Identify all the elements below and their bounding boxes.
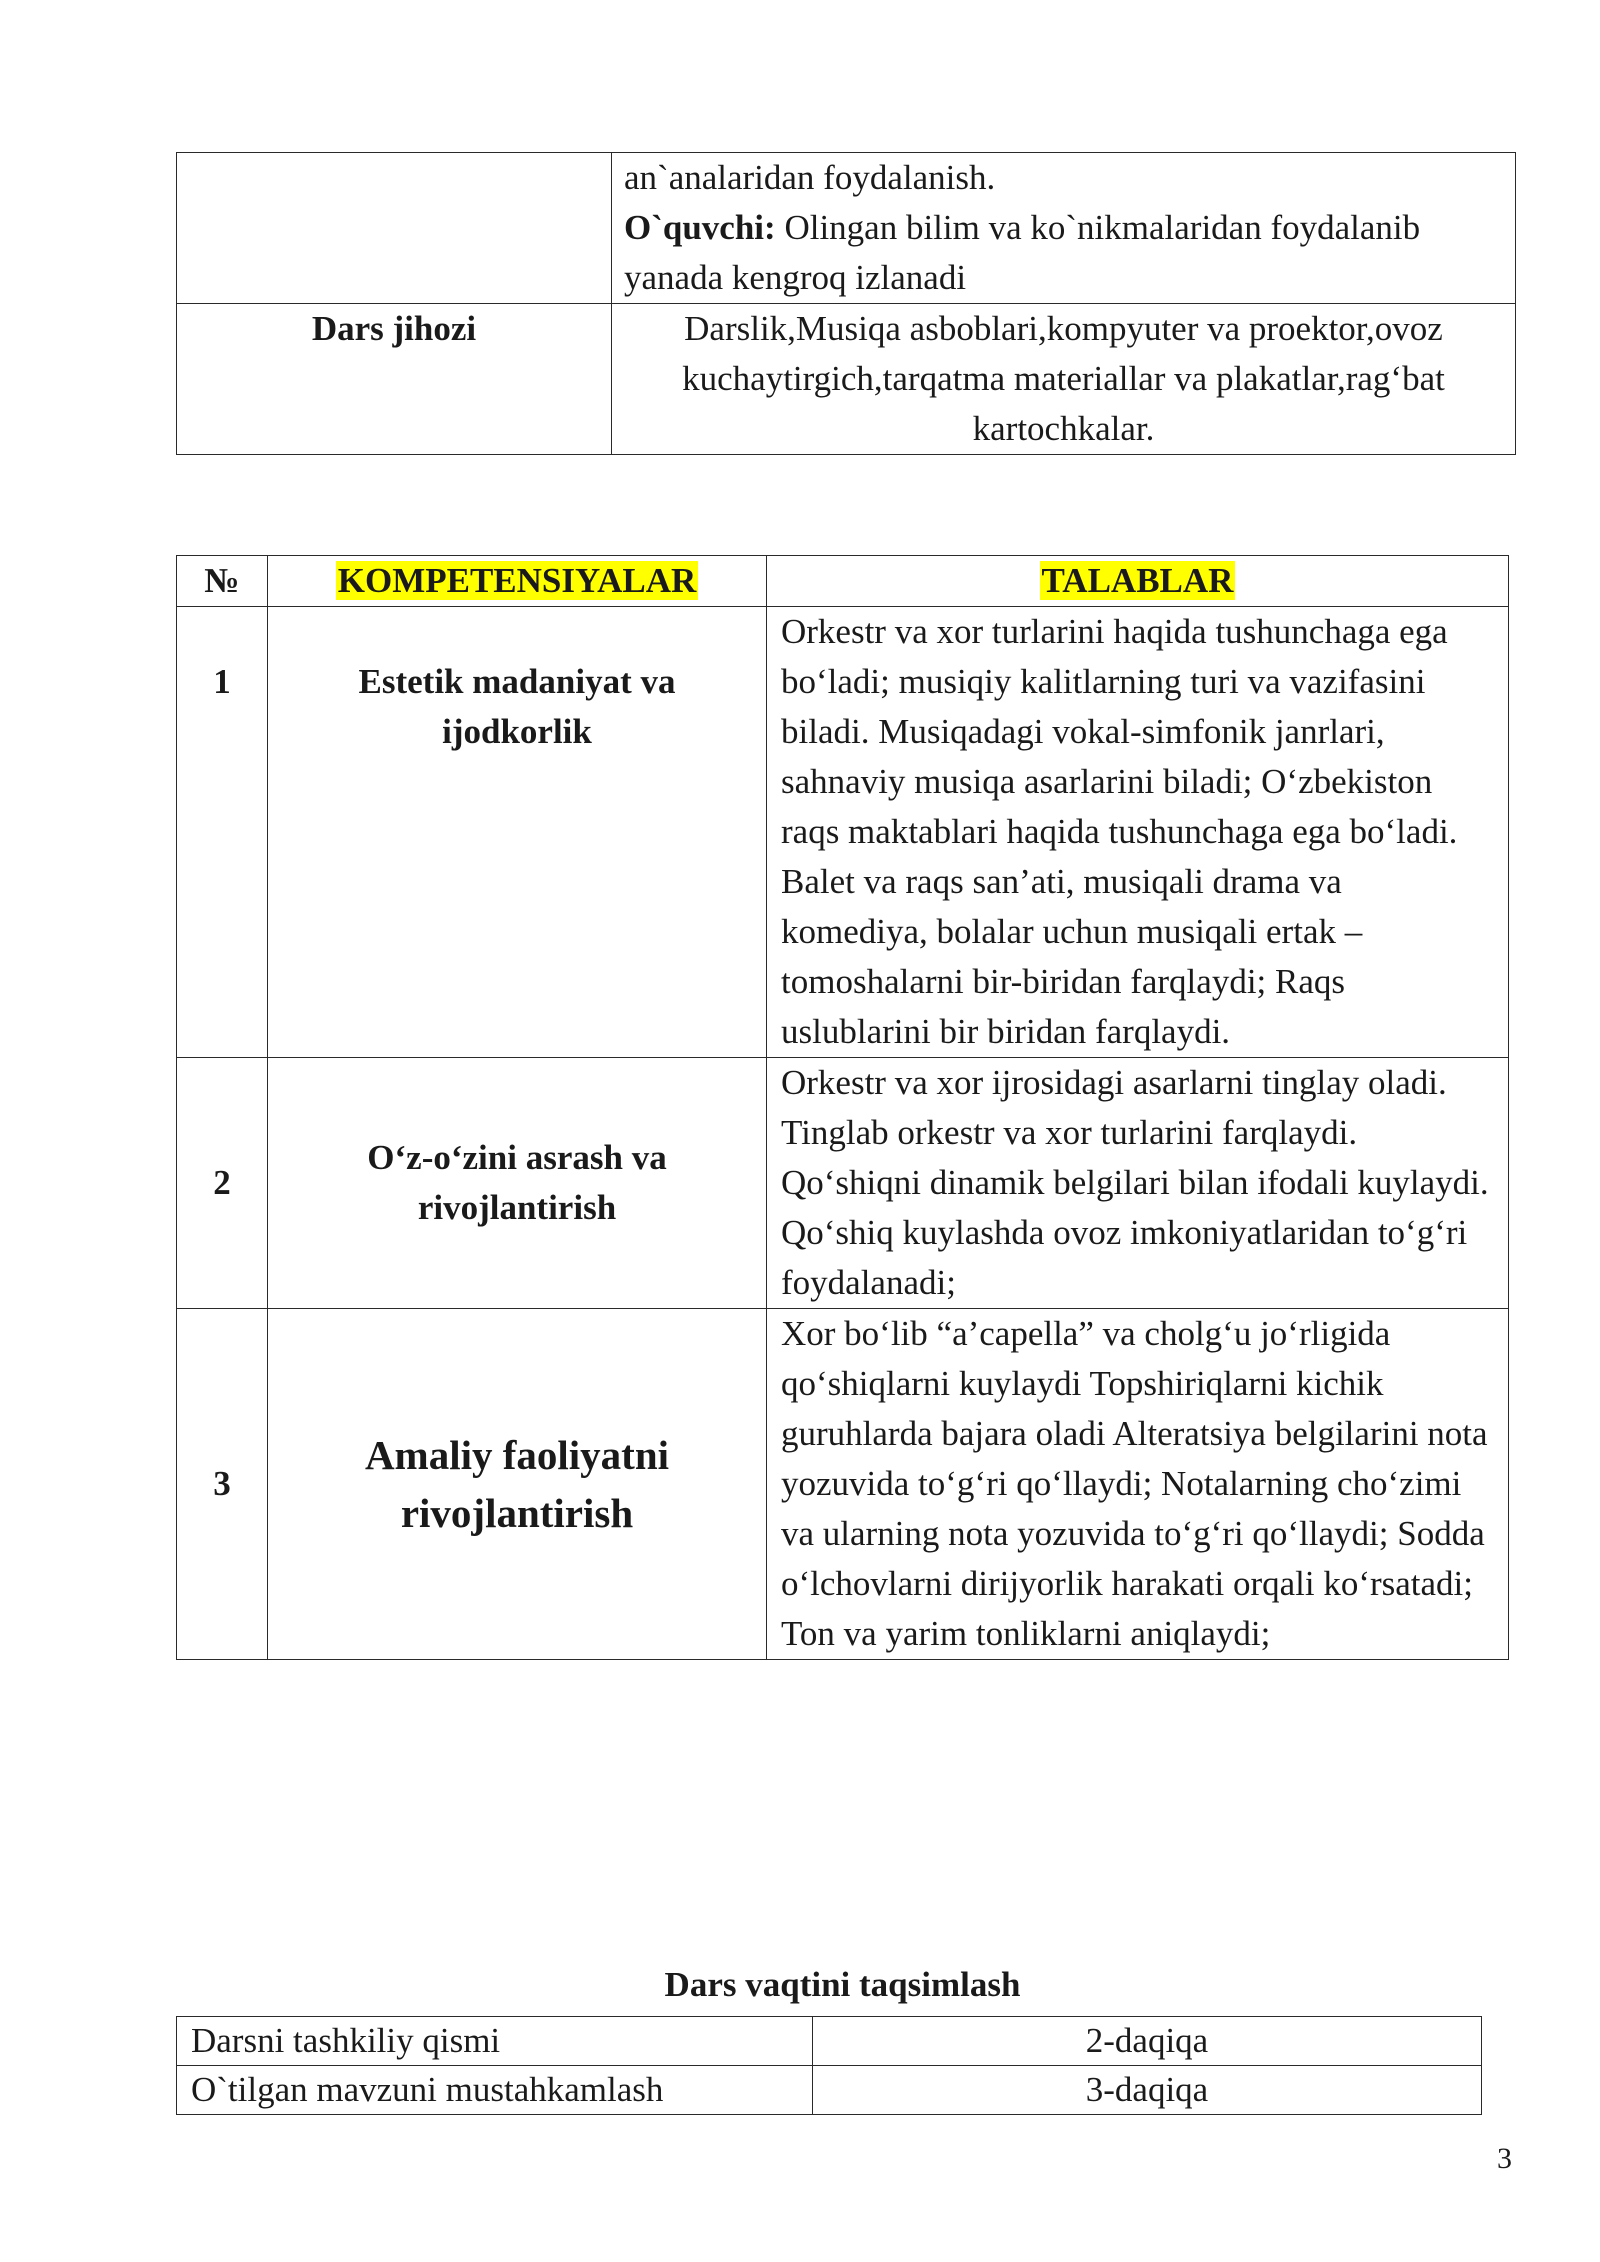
table-header-row	[177, 556, 1509, 607]
table-row	[177, 1309, 1509, 1660]
header-requirements-text: TALABLAR	[1041, 561, 1234, 600]
table-row	[177, 304, 1516, 455]
lesson-info-table	[176, 152, 1516, 455]
header-requirements	[767, 556, 1509, 607]
section-title: Dars vaqtini taqsimlash	[664, 1965, 1021, 2004]
empty-cell	[177, 153, 612, 304]
row-number: 3	[177, 1309, 268, 1660]
table-row	[177, 2017, 1482, 2066]
row-number: 1	[177, 607, 268, 1058]
competencies-table	[176, 555, 1509, 1660]
table-row	[177, 153, 1516, 304]
equipment-value: Darslik,Musiqa asboblari,kompyuter va proektor,ovoz kuchaytirgich,tarqatma materiallar va plakatlar,rag‘bat kartochkalar.	[612, 304, 1516, 455]
activity-cell: Darsni tashkiliy qismi	[177, 2017, 813, 2066]
duration-cell: 3-daqiqa	[813, 2066, 1482, 2115]
header-competencies	[268, 556, 767, 607]
header-competencies-text: KOMPETENSIYALAR	[337, 561, 697, 600]
student-label: O`quvchi:	[624, 208, 776, 247]
traditions-text: an`analaridan foydalanish.	[624, 158, 996, 197]
requirement-text: Xor bo‘lib “a’capella” va cholg‘u jo‘rligida qo‘shiqlarni kuylaydi Topshiriqlarni kichik guruhlarda bajara oladi Alteratsiya belgilarini nota yozuvida to‘g‘ri qo‘llaydi; Notalarning cho‘zimi va ularning nota yozuvida to‘g‘ri qo‘llaydi; Sodda o‘lchovlarni dirijyorlik harakati orqali ko‘rsatadi; Ton va yarim tonliklarni aniqlaydi;	[767, 1309, 1509, 1660]
header-number: №	[177, 556, 268, 607]
table-row	[177, 2066, 1482, 2115]
time-distribution-table	[176, 2016, 1482, 2115]
competency-name: Amaliy faoliyatni rivojlantirish	[268, 1309, 767, 1660]
page-number: 3	[1497, 2142, 1512, 2175]
row-number: 2	[177, 1058, 268, 1309]
duration-cell: 2-daqiqa	[813, 2017, 1482, 2066]
activity-cell: O`tilgan mavzuni mustahkamlash	[177, 2066, 813, 2115]
student-cell	[612, 153, 1516, 304]
requirement-text: Orkestr va xor turlarini haqida tushunchaga ega bo‘ladi; musiqiy kalitlarning turi va vazifasini biladi. Musiqadagi vokal-simfonik janrlari, sahnaviy musiqa asarlarini biladi; O‘zbekiston raqs maktablari haqida tushunchaga ega bo‘ladi. Balet va raqs san’ati, musiqali drama va komediya, bolalar uchun musiqali ertak – tomoshalarni bir-biridan farqlaydi; Raqs uslublarini bir biridan farqlaydi.	[767, 607, 1509, 1058]
table-row	[177, 1058, 1509, 1309]
requirement-text: Orkestr va xor ijrosidagi asarlarni tinglay oladi. Tinglab orkestr va xor turlarini farqlaydi. Qo‘shiqni dinamik belgilari bilan ifodali kuylaydi. Qo‘shiq kuylashda ovoz imkoniyatlaridan to‘g‘ri foydalanadi;	[767, 1058, 1509, 1309]
competency-name: O‘z-o‘zini asrash va rivojlantirish	[268, 1058, 767, 1309]
student-text: Olingan bilim va ko`nikmalaridan foydalanib yanada kengroq izlanadi	[624, 208, 1421, 297]
table-row	[177, 607, 1509, 1058]
equipment-label: Dars jihozi	[177, 304, 612, 455]
competency-name: Estetik madaniyat va ijodkorlik	[268, 607, 767, 1058]
